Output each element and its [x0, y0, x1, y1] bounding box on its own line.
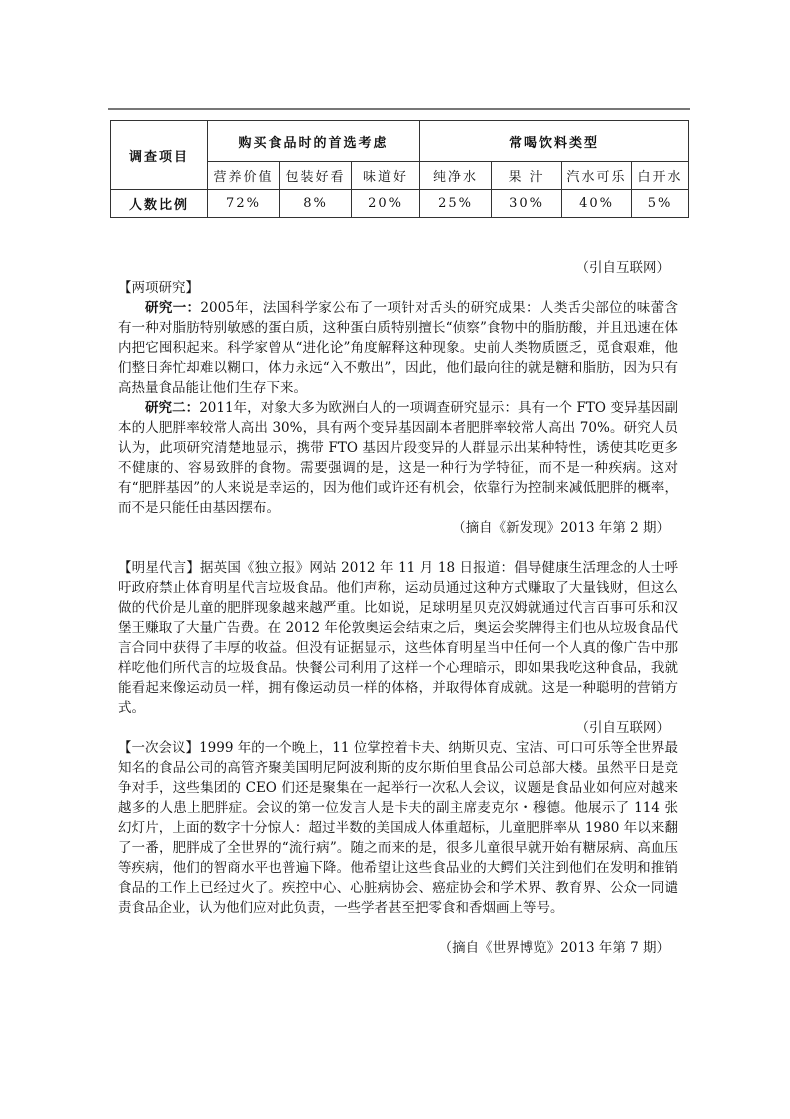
meeting-paragraph	[118, 738, 678, 918]
table-cell: 5%	[632, 190, 689, 218]
row-label: 人数比例	[111, 190, 208, 218]
article-body	[118, 258, 678, 958]
column-header: 白开水	[632, 162, 689, 190]
study-one-text: 2005年，法国科学家公布了一项针对舌头的研究成果：人类舌尖部位的味蕾含有一种对脂肪特别敏感的蛋白质，这种蛋白质特别擅长“侦察”食物中的脂肪酸，并且迅速在体内把它囤积起来。科学家曾从“进化论”角度解释这种现象。史前人类物质匮乏，觅食艰难，他们整日奔忙却难以糊口，体力永远“入不敷出”，因此，他们最向往的就是糖和脂肪，因为只有高热量食品能让他们生存下来。	[118, 300, 678, 396]
table-cell: 72%	[208, 190, 280, 218]
section-heading-two-studies: 【两项研究】	[118, 280, 199, 296]
group-header-drinks: 常喝饮料类型	[420, 121, 689, 162]
column-header: 包装好看	[280, 162, 352, 190]
celebrity-text: 据英国《独立报》网站 2012 年 11 月 18 日报道：倡导健康生活理念的人士呼吁政府禁止体育明星代言垃圾食品。他们声称，运动员通过这种方式赚取了大量钱财，但这么做的代价是儿童的肥胖现象越来越严重。比如说，足球明星贝克汉姆就通过代言百事可乐和汉堡王赚取了大量广告费。在 2012 年伦敦奥运会结束之后，奥运会奖牌得主们也从垃圾食品代言合同中获得了丰厚的收益。但没有证据显示，这些体育明星当中任何一个人真的像广告中那样吃他们所代言的垃圾食品。快餐公司利用了这样一个心理暗示，即如果我吃这种食品，我就能看起来像运动员一样，拥有像运动员一样的体格，并取得体育成就。这是一种聪明的营销方式。	[118, 560, 679, 716]
study-two-label: 研究二：	[145, 400, 200, 416]
row-header-label: 调查项目	[111, 121, 208, 190]
spacer	[118, 538, 678, 558]
table-cell: 40%	[562, 190, 632, 218]
column-header: 果 汁	[492, 162, 562, 190]
source-citation: （摘自《新发现》2013 年第 2 期）	[452, 520, 670, 536]
study-two-text: 2011年，对象大多为欧洲白人的一项调查研究显示：具有一个 FTO 变异基因副本的人肥胖率较常人高出 30%，具有两个变异基因副本者肥胖率较常人高出 70%。研究人员认为，此项研究清楚地显示，携带 FTO 基因片段变异的人群显示出某种特性，诱使其吃更多不健康的、容易致胖的食物。需要强调的是，这是一种行为学特征，而不是一种疾病。这对有“肥胖基因”的人来说是幸运的，因为他们或许还有机会，依靠行为控制来减低肥胖的概率，而不是只能任由基因摆布。	[118, 400, 678, 516]
meeting-text: 1999 年的一个晚上，11 位掌控着卡夫、纳斯贝克、宝洁、可口可乐等全世界最知名的食品公司的高管齐聚美国明尼阿波利斯的皮尔斯伯里食品公司总部大楼。虽然平日是竞争对手，这些集团的 CEO 们还是聚集在一起举行一次私人会议，议题是食品业如何应对越来越多的人患上肥胖症。会议的第一位发言人是卡夫的副主席麦克尔・穆德。他展示了 114 张幻灯片，上面的数字十分惊人：超过半数的美国成人体重超标，儿童肥胖率从 1980 年以来翻了一番，肥胖成了全世界的“流行病”。随之而来的是，很多儿童很早就开始有糖尿病、高血压等疾病，他们的智商水平也普遍下降。他希望让这些食品业的大鳄们关注到他们在发明和推销食品的工作上已经过火了。疾控中心、心脏病协会、癌症协会和学术界、教育界、公众一同谴责食品企业，认为他们应对此负责，一些学者甚至把零食和香烟画上等号。	[118, 740, 678, 916]
table-cell: 20%	[352, 190, 420, 218]
column-header: 纯净水	[420, 162, 492, 190]
celebrity-paragraph	[118, 558, 678, 718]
table-cell: 25%	[420, 190, 492, 218]
source-citation: （摘自《世界博览》2013 年第 7 期）	[438, 940, 670, 956]
table-cell: 8%	[280, 190, 352, 218]
study-one-paragraph	[118, 298, 678, 398]
group-header-food: 购买食品时的首选考虑	[208, 121, 420, 162]
study-two-paragraph	[118, 398, 678, 518]
column-header: 营养价值	[208, 162, 280, 190]
spacer	[118, 918, 678, 938]
section-heading-meeting: 【一次会议】	[118, 740, 200, 756]
study-one-label: 研究一：	[145, 300, 201, 316]
table-cell: 30%	[492, 190, 562, 218]
source-citation: （引自互联网）	[575, 720, 670, 736]
survey-table	[110, 120, 689, 218]
column-header: 味道好	[352, 162, 420, 190]
section-heading-celebrity: 【明星代言】	[118, 560, 201, 576]
column-header: 汽水可乐	[562, 162, 632, 190]
source-citation: （引自互联网）	[575, 260, 670, 276]
